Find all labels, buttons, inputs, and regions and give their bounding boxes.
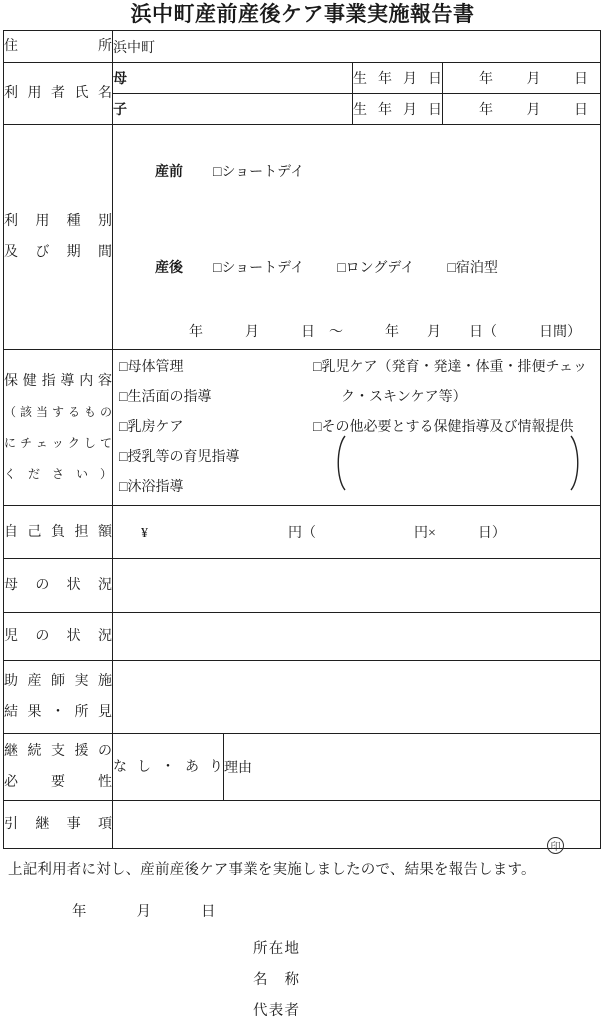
child-dob-label-cell [353,94,443,125]
checkbox-option-overnight: □宿泊型 [447,261,498,276]
page-title: 浜中町産前産後ケア事業実施報告書 [130,2,475,26]
checkbox-item-nursing-guidance: □授乳等の育児指導 [119,449,240,465]
child-dob-value-cell [443,94,601,125]
mother-name-cell [113,63,353,94]
blank-entry-brackets [333,435,583,491]
guidance-label-cell [4,350,113,506]
child-status-value-cell [113,613,601,661]
address-label: 住所 [4,39,112,54]
checkbox-option-shortday: □ショートデイ [213,165,305,180]
org-address-line [253,932,605,963]
address-row [4,31,601,63]
checkbox-item-maternal-care: □母体管理 [119,359,184,375]
self-pay-label: 自己負担額 [4,524,112,540]
usage-row [4,125,601,350]
guidance-note-line2: にチェックして [4,435,112,450]
date-month-placeholder: 月 [136,904,151,920]
dob-month-placeholder: 月 [526,103,541,118]
continuation-choice-cell [113,734,224,801]
report-date-line [72,900,216,921]
usage-label-cell [4,125,113,350]
org-address-label: 所在地 [253,941,299,957]
mother-dob-label-cell [353,63,443,94]
child-status-row [4,613,601,661]
checkbox-item-infant-care-line1: □乳児ケア（発育・発達・体重・排便チェッ [313,359,588,375]
dob-day-placeholder: 日 [574,72,588,87]
continuation-row [4,734,601,801]
self-pay-row [4,506,601,559]
checkbox-item-breast-care: □乳房ケア [119,419,184,435]
self-pay-label-cell [4,506,113,559]
midwife-result-value-cell [113,661,601,734]
guidance-content-cell [113,350,601,506]
midwife-label-line1: 助産師実施 [4,674,112,689]
child-status-label: 児の状況 [4,629,112,644]
usage-content-cell [113,125,601,350]
mother-status-row [4,559,601,613]
dob-label: 生年月日 [353,72,442,87]
mother-dob-value-cell [443,63,601,94]
midwife-result-row [4,661,601,734]
usage-period-line: 年 月 日 ～ 年 月 日（ 日間） [189,325,581,340]
dob-year-placeholder: 年 [479,72,493,87]
continuation-label-line1: 継続支援の [4,744,112,759]
date-year-placeholder: 年 [72,904,87,920]
prenatal-label: 産前 [155,165,183,180]
report-table [3,30,601,849]
guidance-note-line3: ください） [4,466,112,481]
org-representative-label: 代表者 [253,1003,299,1019]
org-name-line [253,963,605,994]
usage-label-line2: 及び期間 [4,245,112,260]
mother-status-value-cell [113,559,601,613]
org-name-label: 名称 [253,972,299,988]
continuation-label-line2: 必要性 [4,775,112,790]
close-paren-icon [569,435,583,491]
guidance-label: 保健指導内容 [4,373,112,389]
user-mother-row [4,63,601,94]
guidance-note-line1: （該当するもの [4,404,112,419]
self-pay-value-cell [113,506,601,559]
mother-label: 母 [113,72,127,87]
address-value-cell [113,31,601,63]
continuation-label-cell [4,734,113,801]
seal-icon: 印 [547,837,564,854]
child-status-label-cell [4,613,113,661]
checkbox-item-lifestyle-guidance: □生活面の指導 [119,389,212,405]
handover-label: 引継事項 [4,817,112,832]
continuation-reason-cell [224,734,601,801]
checkbox-option-shortday: □ショートデイ [213,261,305,276]
users-label-cell [4,63,113,125]
address-value: 浜中町 [113,40,155,56]
checkbox-item-other-guidance: □その他必要とする保健指導及び情報提供 [313,419,574,435]
open-paren-icon [333,435,347,491]
date-day-placeholder: 日 [201,904,216,920]
organization-block [253,932,605,1025]
usage-label-line1: 利用種別 [4,214,112,229]
midwife-label-cell [4,661,113,734]
footer [8,858,605,1025]
dob-label: 生年月日 [353,103,442,118]
self-pay-amount-line: ¥ 円（ 円× 日） [141,526,506,541]
mother-status-label: 母の状況 [4,578,112,593]
org-representative-line [253,994,605,1025]
child-label: 子 [113,103,127,118]
checkbox-item-infant-care-line2: ク・スキンケア等） [341,389,467,405]
handover-row [4,801,601,849]
checkbox-item-bathing-guidance: □沐浴指導 [119,479,184,495]
dob-day-placeholder: 日 [574,103,588,118]
mother-status-label-cell [4,559,113,613]
dob-month-placeholder: 月 [526,72,541,87]
handover-label-cell [4,801,113,849]
reason-label: 理由 [224,761,252,776]
child-name-cell [113,94,353,125]
guidance-row [4,350,601,506]
address-label-cell [4,31,113,63]
handover-value-cell [113,801,601,849]
midwife-label-line2: 結果・所見 [4,705,112,720]
users-label: 利用者氏名 [4,86,112,101]
checkbox-option-longday: □ロングデイ [337,261,415,276]
dob-year-placeholder: 年 [479,103,493,118]
continuation-choice: なし・あり [113,759,223,775]
report-statement: 上記利用者に対し、産前産後ケア事業を実施しましたので、結果を報告します。 [8,862,536,878]
postnatal-label: 産後 [155,261,183,276]
